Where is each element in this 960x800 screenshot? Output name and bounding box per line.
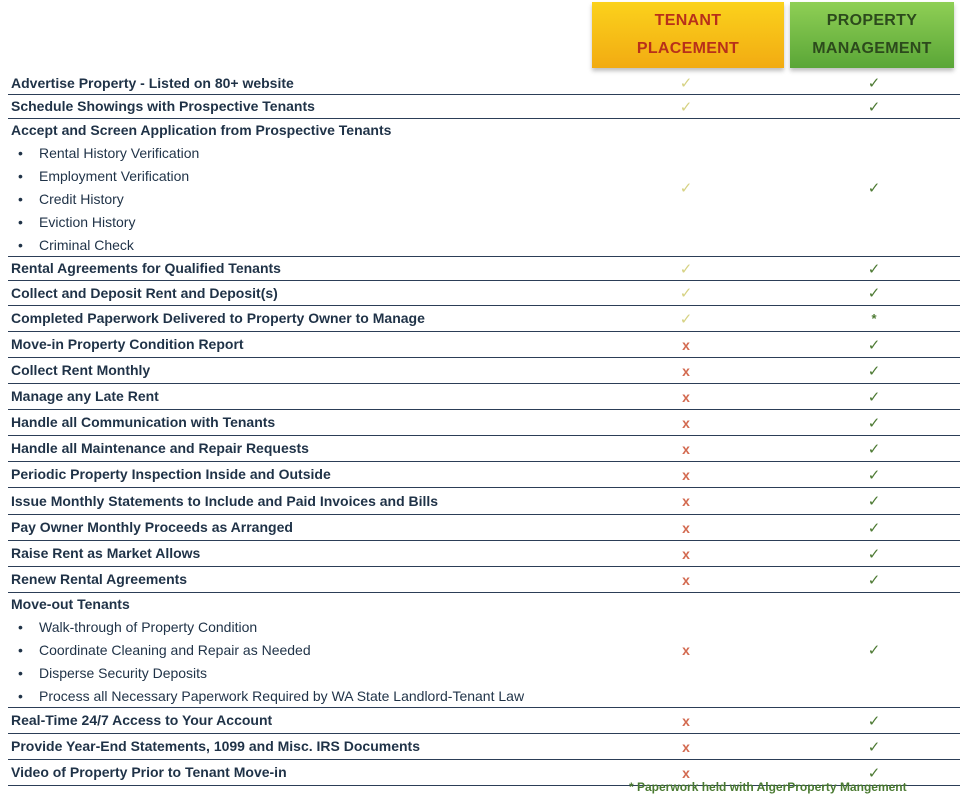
check-icon: ✓ [867,75,881,92]
property-management-cell [856,708,892,733]
x-icon: x [682,388,690,405]
service-label: Renew Rental Agreements [11,571,188,587]
check-icon: ✓ [679,179,693,197]
bullet-icon: • [18,642,23,658]
tenant-placement-header-line1: TENANT [654,12,722,29]
check-icon: ✓ [679,310,693,328]
tenant-placement-cell [668,734,704,759]
x-icon: x [682,362,690,379]
table-row [8,384,960,410]
bullet-icon: • [18,237,23,253]
check-icon: ✓ [679,98,693,116]
check-icon: ✓ [867,362,881,380]
table-row [8,515,960,541]
table-row [8,332,960,358]
table-row [8,462,960,488]
property-management-cell [856,306,892,331]
bullet-icon: • [18,145,23,161]
tenant-placement-cell [668,358,704,383]
property-management-cell [856,281,892,305]
tenant-placement-cell [668,436,704,461]
service-label: Periodic Property Inspection Inside and Outside [11,466,331,482]
property-management-header [790,2,954,68]
service-label: Handle all Maintenance and Repair Requests [11,440,309,456]
service-label: Raise Rent as Market Allows [11,545,201,561]
table-row [8,541,960,567]
tenant-placement-cell [668,281,704,305]
list-item [8,616,960,639]
subitem-text: Rental History Verification [39,145,200,161]
table-row [8,119,960,257]
property-management-cell [856,72,892,94]
property-management-header-line1: PROPERTY [826,12,918,29]
service-label: Manage any Late Rent [11,388,159,404]
check-icon: ✓ [867,545,881,563]
property-management-cell [856,734,892,759]
subitem-text: Process all Necessary Paperwork Required by WA State Landlord-Tenant Law [39,688,525,704]
x-icon: x [682,738,690,755]
x-icon: x [682,414,690,431]
services-comparison-table [8,72,960,786]
service-label: Advertise Property - Listed on 80+ website [11,75,294,91]
list-item [8,685,960,708]
tenant-placement-cell [668,515,704,540]
x-icon: x [682,440,690,457]
property-management-cell [856,332,892,357]
check-icon: ✓ [867,642,881,659]
x-icon: x [682,545,690,562]
bullet-icon: • [18,665,23,681]
tenant-placement-cell [668,410,704,435]
x-icon: x [682,712,690,729]
check-icon: ✓ [867,260,881,278]
property-management-cell [856,436,892,461]
subitem-text: Disperse Security Deposits [39,665,208,681]
tenant-placement-cell [668,541,704,566]
tenant-placement-header-line2: PLACEMENT [636,40,740,57]
check-icon: ✓ [867,98,881,116]
service-label: Rental Agreements for Qualified Tenants [11,260,281,276]
property-management-cell [856,488,892,514]
service-label: Real-Time 24/7 Access to Your Account [11,712,273,728]
subitem-text: Criminal Check [39,237,134,253]
x-icon: x [682,764,690,781]
service-label: Provide Year-End Statements, 1099 and Misc. IRS Documents [11,738,420,754]
tenant-placement-cell [668,119,704,256]
tenant-placement-header [592,2,784,68]
tenant-placement-cell [668,708,704,733]
check-icon: ✓ [867,738,881,756]
property-management-cell [856,384,892,409]
check-icon: ✓ [867,712,881,730]
service-label: Completed Paperwork Delivered to Property Owner to Manage [11,310,425,326]
x-icon: x [682,336,690,353]
check-icon: ✓ [867,440,881,458]
subitem-text: Coordinate Cleaning and Repair as Needed [39,642,311,658]
table-row [8,567,960,593]
list-item [8,211,960,234]
tenant-placement-cell [668,332,704,357]
list-item [8,662,960,685]
tenant-placement-cell [668,95,704,118]
property-management-cell [856,593,892,707]
table-row [8,488,960,515]
property-management-cell [856,95,892,118]
table-row [8,708,960,734]
list-item [8,165,960,188]
property-management-cell [856,541,892,566]
service-label: Move-out Tenants [11,596,130,612]
check-icon: ✓ [867,493,881,510]
list-item [8,234,960,257]
table-row [8,734,960,760]
tenant-placement-cell [668,462,704,487]
list-item [8,639,960,662]
subitem-text: Walk-through of Property Condition [39,619,258,635]
check-icon: ✓ [679,260,693,278]
table-row [8,281,960,306]
bullet-icon: • [18,688,23,704]
property-management-cell [856,462,892,487]
property-management-cell [856,410,892,435]
service-label: Video of Property Prior to Tenant Move-in [11,764,287,780]
x-icon: x [682,466,690,483]
property-management-cell [856,358,892,383]
service-label: Issue Monthly Statements to Include and Paid Invoices and Bills [11,493,439,509]
subitem-text: Eviction History [39,214,136,230]
property-management-header-line2: MANAGEMENT [812,40,932,57]
x-icon: x [682,642,690,658]
check-icon: ✓ [867,519,881,537]
table-row [8,436,960,462]
check-icon: ✓ [867,336,881,354]
service-label: Accept and Screen Application from Prospective Tenants [11,122,392,138]
tenant-placement-cell [668,488,704,514]
check-icon: ✓ [679,75,693,92]
tenant-placement-cell [668,306,704,331]
property-management-cell [856,515,892,540]
asterisk-icon: * [871,311,877,326]
table-row [8,410,960,436]
property-management-cell [856,257,892,280]
table-row [8,306,960,332]
table-row [8,257,960,281]
check-icon: ✓ [867,571,881,589]
service-label: Pay Owner Monthly Proceeds as Arranged [11,519,293,535]
table-row [8,95,960,119]
check-icon: ✓ [679,285,693,302]
check-icon: ✓ [867,414,881,432]
tenant-placement-cell [668,567,704,592]
service-label: Collect and Deposit Rent and Deposit(s) [11,285,278,301]
tenant-placement-cell [668,257,704,280]
table-row [8,593,960,708]
list-item [8,142,960,165]
service-label: Collect Rent Monthly [11,362,151,378]
subitem-text: Credit History [39,191,124,207]
subitem-text: Employment Verification [39,168,190,184]
property-management-cell [856,119,892,256]
service-label: Handle all Communication with Tenants [11,414,276,430]
x-icon: x [682,571,690,588]
service-label: Schedule Showings with Prospective Tenants [11,98,315,114]
x-icon: x [682,493,690,509]
check-icon: ✓ [867,388,881,406]
service-label: Move-in Property Condition Report [11,336,244,352]
bullet-icon: • [18,191,23,207]
check-icon: ✓ [867,285,881,302]
service-subitems [8,142,960,257]
bullet-icon: • [18,214,23,230]
tenant-placement-cell [668,593,704,707]
check-icon: ✓ [867,179,881,197]
check-icon: ✓ [867,764,881,782]
property-management-cell [856,567,892,592]
list-item [8,188,960,211]
table-row [8,72,960,95]
footnote: * Paperwork held with AlgerProperty Mangement [629,780,907,794]
tenant-placement-cell [668,384,704,409]
bullet-icon: • [18,619,23,635]
service-subitems [8,616,960,708]
x-icon: x [682,519,690,536]
bullet-icon: • [18,168,23,184]
tenant-placement-cell [668,72,704,94]
check-icon: ✓ [867,466,881,484]
table-row [8,358,960,384]
